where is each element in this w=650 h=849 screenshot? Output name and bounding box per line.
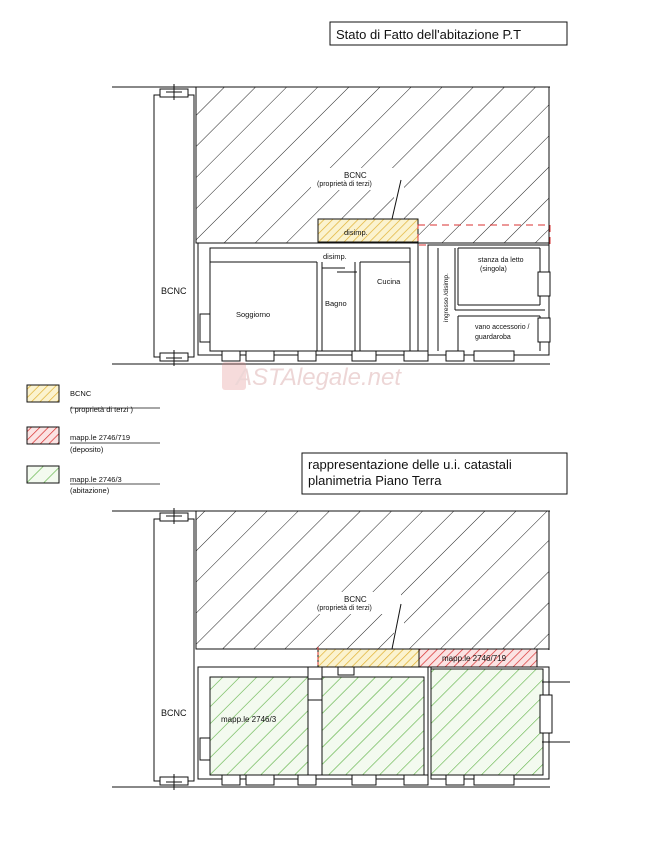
legend-label-abitazione: mapp.le 2746/3	[70, 475, 122, 484]
bcnc-side-label-bottom: BCNC	[161, 708, 187, 718]
title-bottom-line1: rappresentazione delle u.i. catastali	[308, 457, 512, 472]
legend-label-deposito: mapp.le 2746/719	[70, 433, 131, 442]
bcnc-top-sublabel-bottom: (proprietà di terzi)	[317, 605, 372, 612]
room-stanza-line1: stanza da letto	[478, 257, 524, 264]
legend	[27, 385, 160, 495]
legend-sub-abitazione: (abitazione)	[70, 486, 110, 495]
title-bottom-line2: planimetria Piano Terra	[308, 473, 442, 488]
room-cucina: Cucina	[377, 277, 401, 286]
bcnc-top-sublabel: (proprietà di terzi)	[317, 181, 372, 188]
bcnc-side-column-bottom	[154, 519, 194, 781]
legend-swatch-bcnc	[27, 385, 59, 402]
disimp-strip-label: disimp.	[344, 228, 368, 237]
watermark	[222, 362, 402, 391]
legend-label-bcnc: BCNC	[70, 389, 92, 398]
bcnc-top-label-bottom: BCNC	[344, 595, 367, 604]
plan-top	[112, 84, 550, 366]
room-stanza-line2: (singola)	[480, 266, 507, 273]
legend-sub-bcnc: ( proprietà di terzi )	[70, 405, 133, 414]
room-vano-line1: vano accessorio /	[475, 324, 530, 331]
abitazione-label: mapp.le 2746/3	[221, 715, 277, 724]
room-bagno: Bagno	[325, 299, 347, 308]
deposito-label: mapp.le 2746/719	[442, 654, 507, 663]
room-disimp: disimp.	[323, 252, 347, 261]
bcnc-top-area-bottom	[196, 511, 549, 649]
title-bottom-box	[302, 453, 567, 494]
legend-sub-deposito: (deposito)	[70, 445, 104, 454]
legend-swatch-abitazione	[27, 466, 59, 483]
bcnc-strip-bottom	[318, 649, 419, 667]
bcnc-side-column	[154, 95, 194, 357]
watermark-text: ASTAlegale.net	[236, 364, 401, 391]
room-ingresso: ingresso /disimp.	[443, 273, 450, 322]
title-top-box	[330, 22, 567, 45]
room-soggiorno: Soggiorno	[236, 310, 271, 319]
room-vano-line2: guardaroba	[475, 334, 511, 341]
bcnc-side-label: BCNC	[161, 286, 187, 296]
title-top: Stato di Fatto dell'abitazione P.T	[336, 27, 522, 42]
legend-swatch-deposito	[27, 427, 59, 444]
disimp-strip	[318, 219, 418, 242]
bcnc-top-label: BCNC	[344, 171, 367, 180]
plan-bottom	[112, 508, 570, 790]
